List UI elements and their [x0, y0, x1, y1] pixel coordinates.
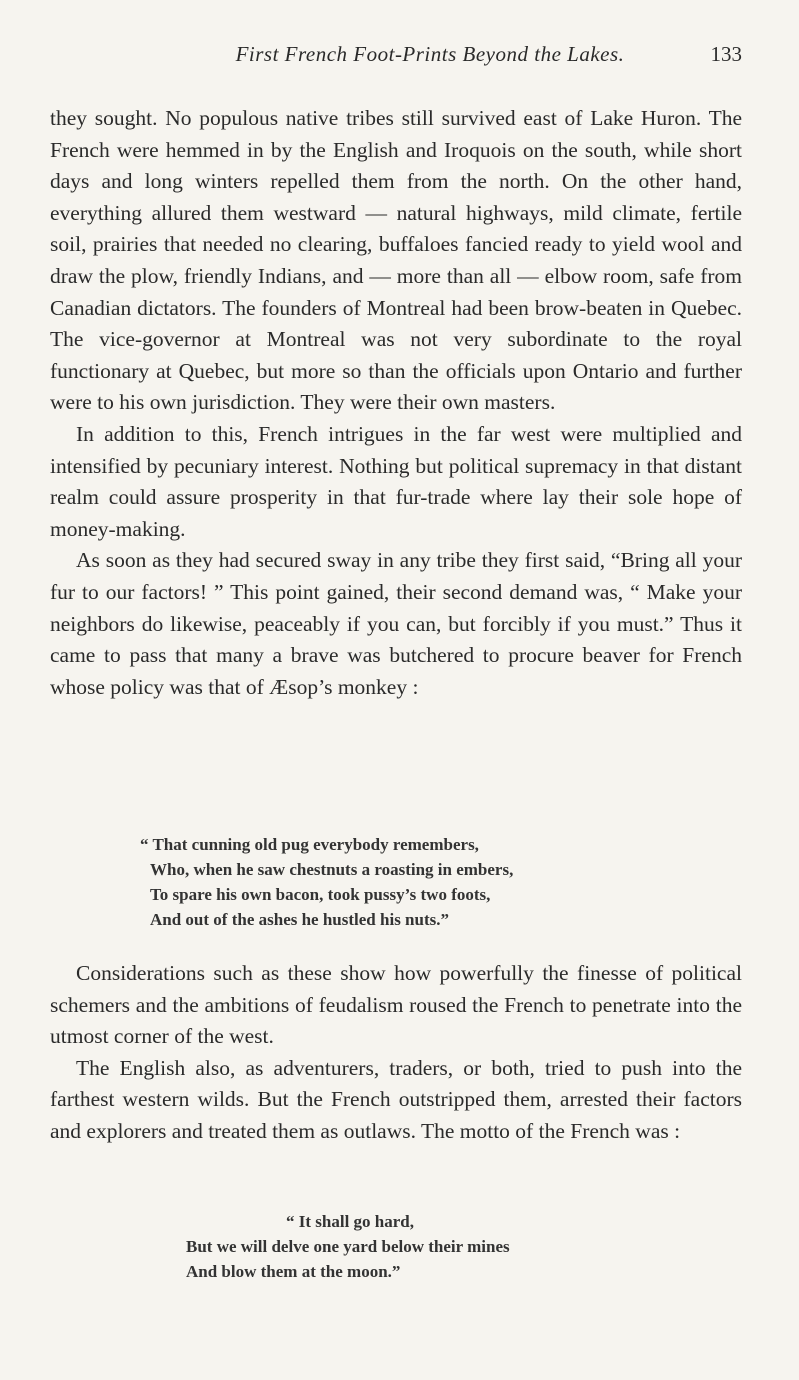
paragraph: Considerations such as these show how powerfully the finesse of political schemers and the ambitions of feudalism roused the French to penetrate into the utmost corner of the west.	[50, 961, 742, 1049]
verse-line: But we will delve one yard below their mines	[186, 1237, 510, 1256]
verse-quote	[140, 832, 710, 932]
paragraph: As soon as they had secured sway in any tribe they first said, “Bring all your fur to our factors! ” This point gained, their second demand was, “ Make your neighbors do likewise, peaceably if you can, but forcibly if you must.” Thus it came to pass that many a brave was butchered to procure beaver for French whose policy was that of Æsop’s monkey :	[50, 548, 742, 699]
verse-line: To spare his own bacon, took pussy’s two foots,	[150, 885, 491, 904]
verse-line: Who, when he saw chestnuts a roasting in embers,	[150, 860, 514, 879]
verse-line: And blow them at the moon.”	[186, 1262, 401, 1281]
paragraph: they sought. No populous native tribes still survived east of Lake Huron. The French were hemmed in by the English and Iroquois on the south, while short days and long winters repelled them from the north. On the other hand, everything allured them westward — natural highways, mild climate, fertile soil, prairies that needed no clearing, buffaloes fancied ready to yield wool and draw the plow, friendly Indians, and — more than all — elbow room, safe from Canadian dictators. The founders of Montreal had been brow-beaten in Quebec. The vice-governor at Montreal was not very subordinate to the royal functionary at Quebec, but more so than the officials upon Ontario and further were to his own jurisdiction. They were their own masters.	[50, 106, 742, 415]
paragraph: The English also, as adventurers, traders, or both, tried to push into the farthest western wilds. But the French outstripped them, arrested their factors and explorers and treated them as outlaws. The motto of the French was :	[50, 1055, 742, 1143]
paragraph: In addition to this, French intrigues in the far west were multiplied and intensified by pecuniary interest. Nothing but political supremacy in that distant realm could assure prosperity in that fur-trade where lay their sole hope of money-making.	[50, 421, 742, 541]
page-number: 133	[710, 42, 742, 66]
page-header	[50, 42, 742, 76]
running-title: First French Foot-Prints Beyond the Lakes.	[235, 42, 625, 66]
verse-line: And out of the ashes he hustled his nuts.”	[150, 910, 449, 929]
body-text	[50, 103, 742, 703]
motto-quote	[186, 1209, 706, 1284]
verse-line: “ That cunning old pug everybody remembers,	[140, 835, 479, 854]
verse-line: “ It shall go hard,	[286, 1212, 414, 1231]
body-text-continued	[50, 958, 742, 1148]
